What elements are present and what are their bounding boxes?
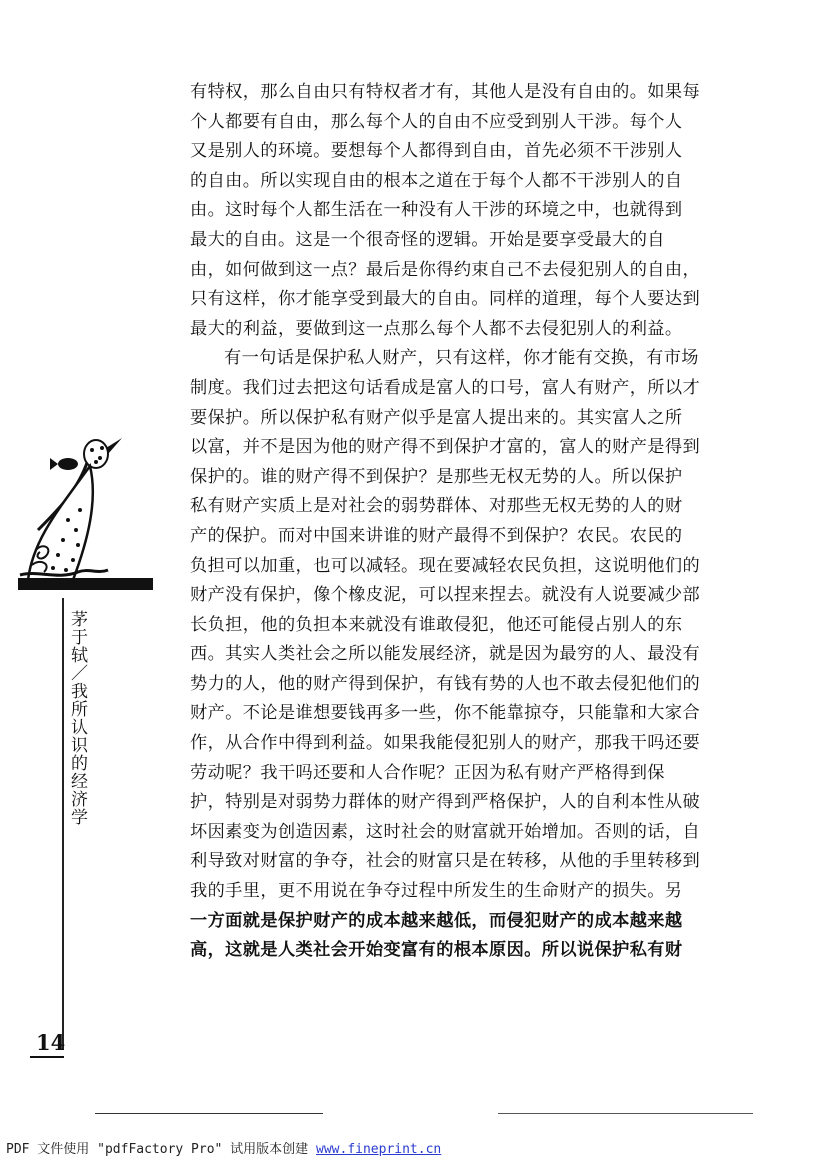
text-line: 劳动呢？我干吗还要和人合作呢？正因为私有财产严格得到保 [190,762,665,783]
text-line: 高，这就是人类社会开始变富有的根本原因。所以说保护私有财 [190,940,683,961]
side-rule [62,598,64,1050]
text-line: 要保护。所以保护私有财产似乎是富人提出来的。其实富人之所 [190,407,683,428]
text-line: 最大的自由。这是一个很奇怪的逻辑。开始是要享受最大的自 [190,229,665,250]
text-line: 有一句话是保护私人财产，只有这样，你才能有交换，有市场 [224,348,699,369]
decorative-shelf [18,578,153,590]
text-line: 一方面就是保护财产的成本越来越低，而侵犯财产的成本越来越 [190,910,683,931]
text-line: 作，从合作中得到利益。如果我能侵犯别人的财产，那我干吗还要 [190,733,701,754]
footer [6,1138,441,1157]
text-line: 利导致对财富的争夺，社会的财富只是在转移，从他的手里转移到 [190,851,701,872]
text-line: 以富，并不是因为他的财产得不到保护才富的，富人的财产是得到 [190,437,701,458]
bird-illustration [18,430,178,595]
text-line: 护，特别是对弱势力群体的财产得到严格保护，人的自利本性从破 [190,792,701,813]
text-line: 制度。我们过去把这句话看成是富人的口号，富人有财产，所以才 [190,377,701,398]
text-line: 负担可以加重，也可以减轻。现在要减轻农民负担，这说明他们的 [190,555,701,576]
text-line: 财产。不论是谁想要钱再多一些，你不能靠掠夺，只能靠和大家合 [190,703,701,724]
bottom-rule [95,1113,323,1114]
page-number: 14 [36,1030,66,1055]
text-line: 个人都要有自由，那么每个人的自由不应受到别人干涉。每个人 [190,111,683,132]
page-number-rule [30,1056,64,1058]
text-line: 的自由。所以实现自由的根本之道在于每个人都不干涉别人的自 [190,170,683,191]
text-line: 保护的。谁的财产得不到保护？是那些无权无势的人。所以保护 [190,466,683,487]
text-line: 势力的人，他的财产得到保护，有钱有势的人也不敢去侵犯他们的 [190,673,701,694]
text-line: 最大的利益，要做到这一点那么每个人都不去侵犯别人的利益。 [190,318,683,339]
text-line: 只有这样，你才能享受到最大的自由。同样的道理，每个人要达到 [190,289,701,310]
bottom-rule [498,1113,753,1114]
side-title: 茅于轼／我所认识的经济学 [67,610,87,826]
text-line: 长负担，他的负担本来就没有谁敢侵犯，他还可能侵占别人的东 [190,614,683,635]
text-line: 有特权，那么自由只有特权者才有，其他人是没有自由的。如果每 [190,82,701,102]
body-text [190,78,750,966]
text-line: 西。其实人类社会之所以能发展经济，就是因为最穷的人、最没有 [190,644,701,665]
text-line: 又是别人的环境。要想每个人都得到自由，首先必须不干涉别人 [190,141,683,162]
text-line: 由，如何做到这一点？最后是你得约束自己不去侵犯别人的自由， [190,259,701,280]
text-line: 由。这时每个人都生活在一种没有人干涉的环境之中，也就得到 [190,200,683,221]
footer-text: PDF 文件使用 "pdfFactory Pro" 试用版本创建 [6,1142,317,1157]
text-line: 财产没有保护，像个橡皮泥，可以捏来捏去。就没有人说要减少部 [190,585,701,606]
text-line: 产的保护。而对中国来讲谁的财产最得不到保护？农民。农民的 [190,525,683,546]
text-line: 私有财产实质上是对社会的弱势群体、对那些无权无势的人的财 [190,496,683,517]
footer-link[interactable]: www.fineprint.cn [316,1142,442,1157]
text-line: 我的手里，更不用说在争夺过程中所发生的生命财产的损失。另 [190,881,683,902]
text-line: 坏因素变为创造因素，这时社会的财富就开始增加。否则的话，自 [190,821,701,842]
